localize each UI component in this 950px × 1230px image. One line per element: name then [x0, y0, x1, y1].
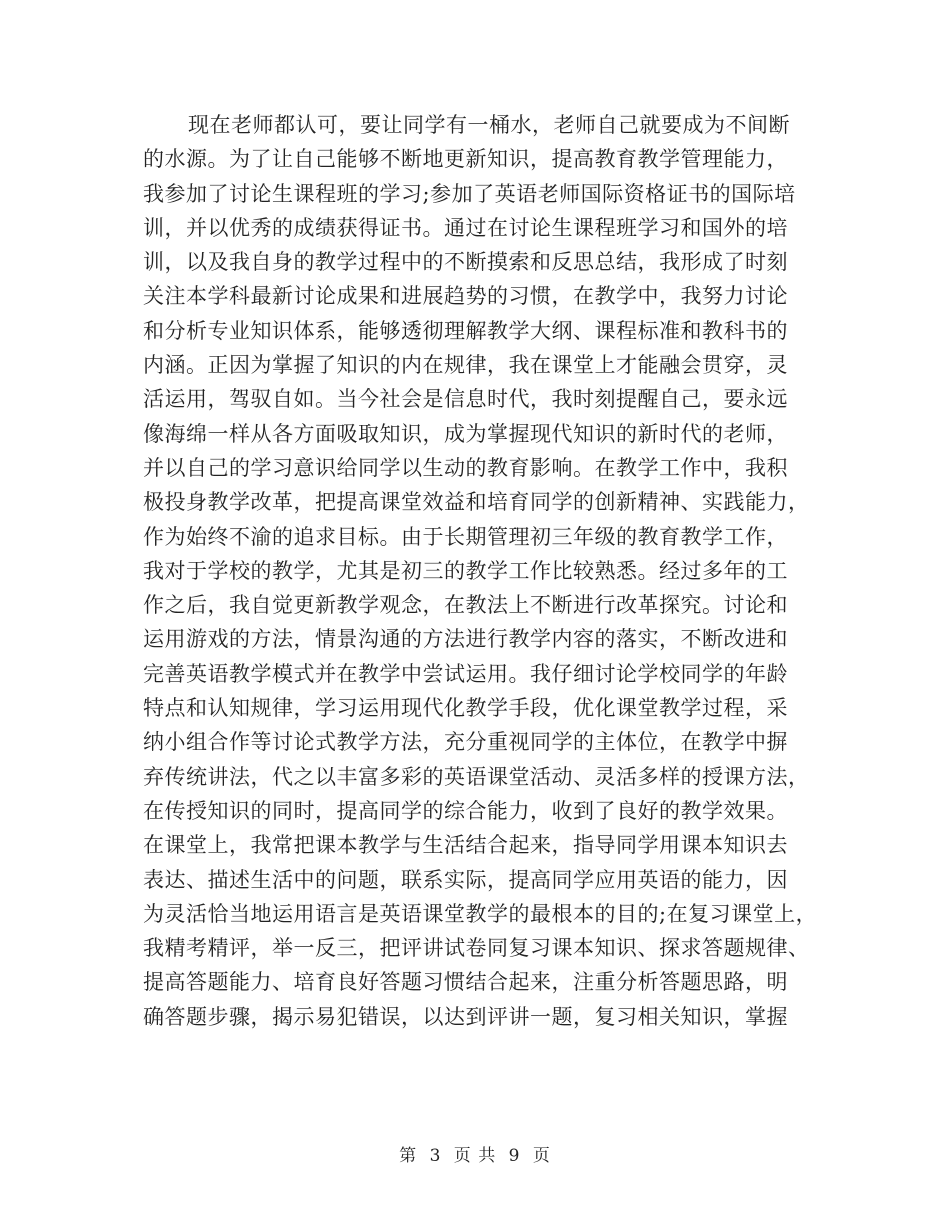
text-line: 弃传统讲法，代之以丰富多彩的英语课堂活动、灵活多样的授课方法， [143, 764, 810, 789]
text-line: 活运用，驾驭自如。当今社会是信息时代，我时刻提醒自己，要永远 [143, 387, 788, 412]
text-line: 训，并以优秀的成绩获得证书。通过在讨论生课程班学习和国外的培 [143, 215, 788, 240]
text-line: 运用游戏的方法，情景沟通的方法进行教学内容的落实，不断改进和 [143, 627, 788, 652]
page-footer [0, 1141, 950, 1166]
footer-prefix: 第 [399, 1146, 418, 1166]
footer-middle: 页 共 [453, 1146, 497, 1166]
text-line: 训，以及我自身的教学过程中的不断摸索和反思总结，我形成了时刻 [143, 250, 788, 275]
current-page-number: 3 [429, 1146, 442, 1166]
body-paragraph [143, 108, 823, 1034]
total-pages-number: 9 [508, 1146, 521, 1166]
text-line: 像海绵一样从各方面吸取知识，成为掌握现代知识的新时代的老师， [143, 421, 788, 446]
text-line: 关注本学科最新讨论成果和进展趋势的习惯，在教学中，我努力讨论 [143, 284, 788, 309]
text-line: 纳小组合作等讨论式教学方法，充分重视同学的主体位，在教学中摒 [143, 730, 788, 755]
text-line: 完善英语教学模式并在教学中尝试运用。我仔细讨论学校同学的年龄 [143, 661, 788, 686]
text-line: 的水源。为了让自己能够不断地更新知识，提高教育教学管理能力， [143, 147, 788, 172]
text-line: 我精考精评，举一反三，把评讲试卷同复习课本知识、探求答题规律、 [143, 936, 810, 961]
text-line: 并以自己的学习意识给同学以生动的教育影响。在教学工作中，我积 [143, 455, 788, 480]
text-line: 在课堂上，我常把课本教学与生活结合起来，指导同学用课本知识去 [143, 833, 788, 858]
text-line: 作之后，我自觉更新教学观念，在教法上不断进行改革探究。讨论和 [143, 593, 788, 618]
text-line: 作为始终不渝的追求目标。由于长期管理初三年级的教育教学工作， [143, 524, 788, 549]
text-line: 我对于学校的教学，尤其是初三的教学工作比较熟悉。经过多年的工 [143, 558, 788, 583]
text-line: 极投身教学改革，把提高课堂效益和培育同学的创新精神、实践能力， [143, 490, 810, 515]
text-line: 内涵。正因为掌握了知识的内在规律，我在课堂上才能融会贯穿，灵 [143, 353, 788, 378]
text-line: 确答题步骤，揭示易犯错误，以达到评讲一题，复习相关知识，掌握 [143, 1004, 788, 1029]
text-line: 特点和认知规律，学习运用现代化教学手段，优化课堂教学过程，采 [143, 696, 788, 721]
text-line: 现在老师都认可，要让同学有一桶水，老师自己就要成为不间断 [188, 113, 790, 137]
text-line: 和分析专业知识体系，能够透彻理解教学大纲、课程标准和教科书的 [143, 318, 788, 343]
footer-suffix: 页 [532, 1146, 551, 1166]
text-line: 提高答题能力、培育良好答题习惯结合起来，注重分析答题思路，明 [143, 970, 788, 995]
text-line: 表达、描述生活中的问题，联系实际，提高同学应用英语的能力，因 [143, 867, 788, 892]
text-line: 为灵活恰当地运用语言是英语课堂教学的最根本的目的;在复习课堂上， [143, 901, 818, 926]
text-line: 在传授知识的同时，提高同学的综合能力，收到了良好的教学效果。 [143, 798, 788, 823]
text-line: 我参加了讨论生课程班的学习;参加了英语老师国际资格证书的国际培 [143, 181, 796, 206]
